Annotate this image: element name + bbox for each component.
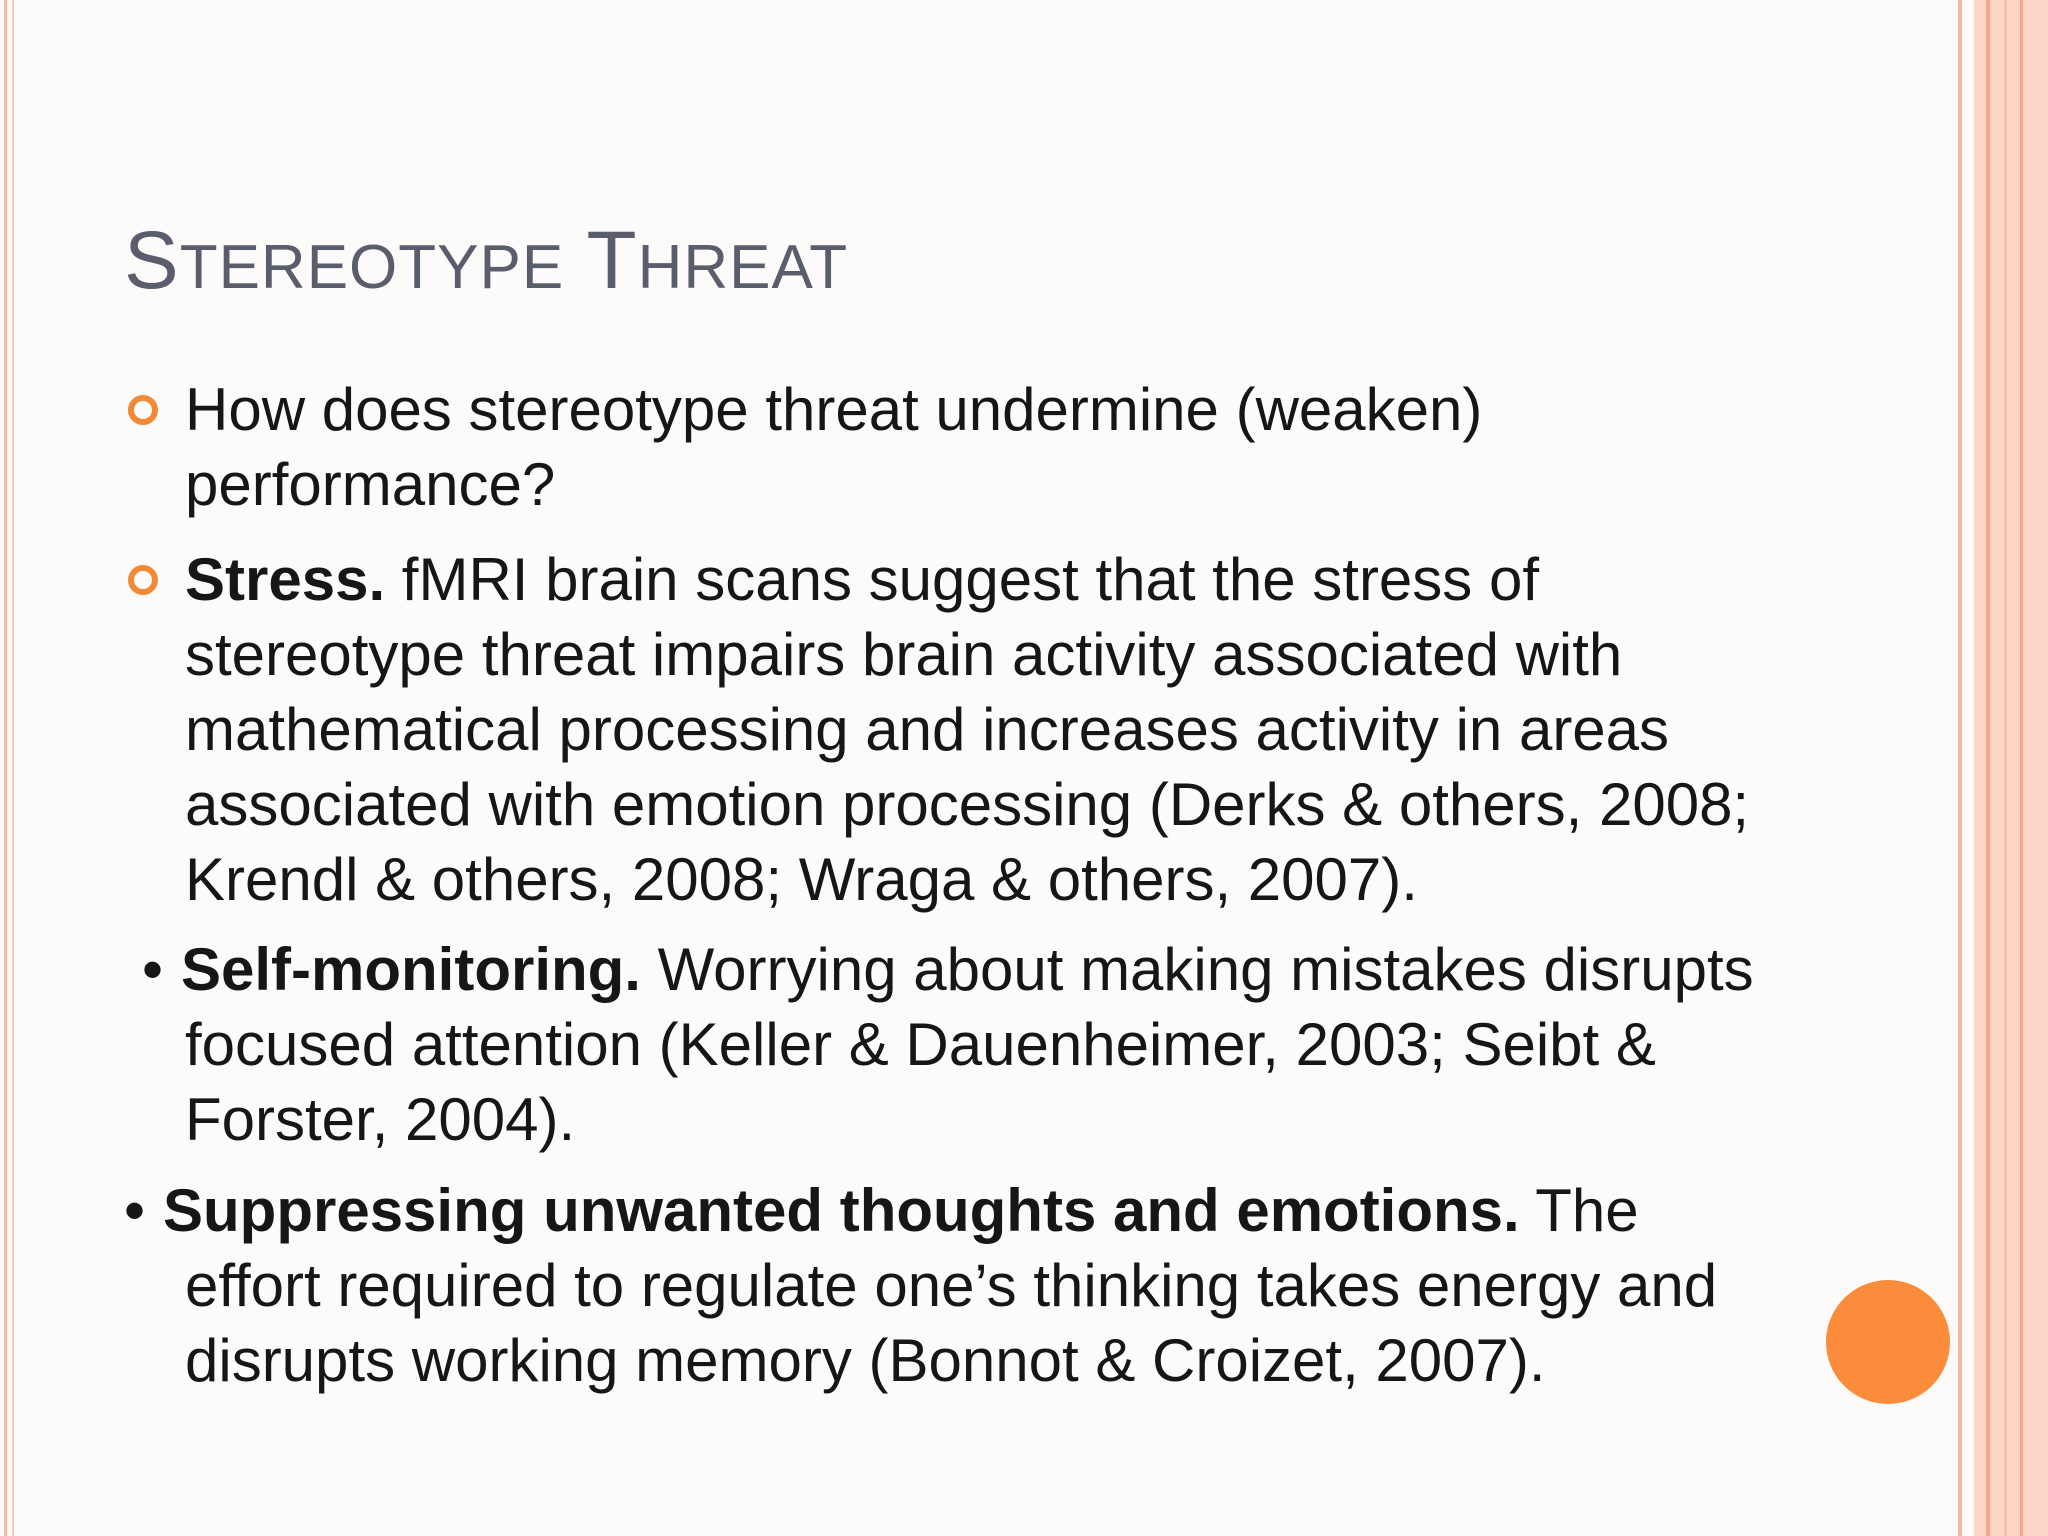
circle-bullet-icon [128, 565, 158, 595]
bullet-item [185, 542, 1765, 917]
title-initial: T [586, 215, 638, 306]
bullet-item [181, 932, 1785, 1157]
bullet-text: The effort required to regulate one’s thinking takes energy and disrupts working memory (Bonnot & Croizet, 2007). [185, 1177, 1718, 1394]
bullet-text: How does stereotype threat undermine (weaken) performance? [185, 376, 1483, 518]
title-initial: S [124, 215, 180, 306]
right-border-stripe [1986, 0, 1990, 1536]
left-border-line-inner [12, 0, 14, 1536]
right-border-stripe [2004, 0, 2007, 1536]
slide-title [124, 214, 848, 308]
title-rest: TEREOTYPE [179, 233, 565, 302]
title-rest: HREAT [637, 233, 849, 302]
bullet-lead: Self-monitoring. [181, 936, 641, 1003]
bullet-text: fMRI brain scans suggest that the stress of stereotype threat impairs brain activity associated with mathematical processing and increases activity in areas associated with emotion processing (Derks & others, 2008; Krendl & others, 2008; Wraga & others, 2007). [185, 546, 1750, 913]
decorative-circle [1826, 1280, 1950, 1404]
bullet-lead: Suppressing unwanted thoughts and emotions. [163, 1177, 1520, 1244]
bullet-item [185, 372, 1765, 522]
right-border-line [1958, 0, 1962, 1536]
left-border-line [4, 0, 7, 1536]
bullet-text: Worrying about making mistakes disrupts focused attention (Keller & Dauenheimer, 2003; Seibt & Forster, 2004). [185, 936, 1754, 1153]
circle-bullet-icon [128, 395, 158, 425]
right-border-stripe [2020, 0, 2023, 1536]
bullet-item [163, 1173, 1745, 1398]
dot-bullet-icon: • [124, 1177, 146, 1244]
dot-bullet-icon: • [142, 936, 164, 1003]
bullet-lead: Stress. [185, 546, 386, 613]
